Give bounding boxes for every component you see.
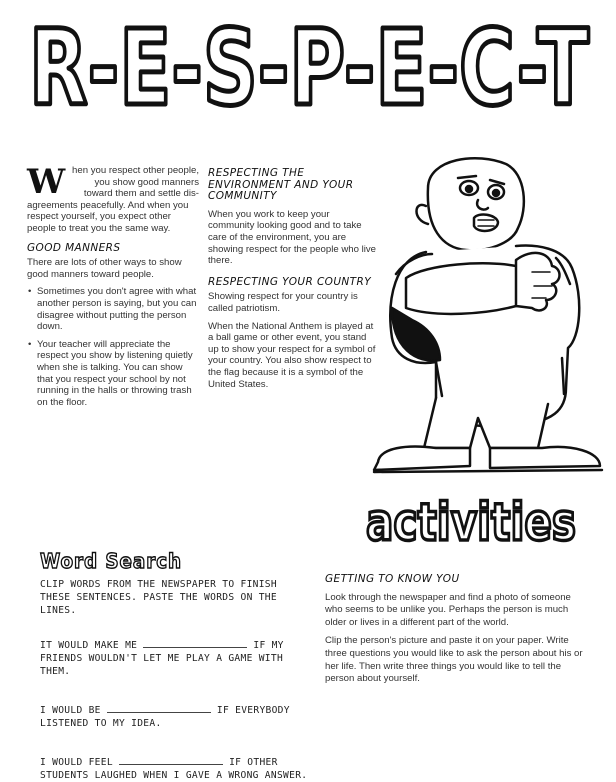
- country-text-2: When the National Anthem is played at a ball game or other event, you stand up to show your respect for a symbol of your country. You also show respect to the flag because it is a symbol of the United States.: [208, 320, 376, 390]
- intro-paragraph: [27, 162, 199, 235]
- word-search-title: Word Search: [40, 549, 182, 573]
- sentence-2: [40, 704, 310, 730]
- sentence-1-mid: IF MY: [253, 640, 284, 651]
- title-text: R-E-S-P-E-C-T: [29, 7, 590, 129]
- country-heading: RESPECTING YOUR COUNTRY: [208, 275, 372, 288]
- answer-line[interactable]: [119, 756, 223, 765]
- intro-tail: agreements peacefully. And when you respect yourself, you expect other people to treat you the same way.: [27, 199, 189, 234]
- getting-to-know-heading: GETTING TO KNOW YOU: [325, 573, 460, 585]
- left-column: [27, 162, 199, 414]
- title-letters: [29, 7, 589, 129]
- environment-heading: RESPECTING THE ENVIRONMENT AND YOUR COMMUNITY: [208, 167, 354, 203]
- sentence-1-end: FRIENDS WOULDN'T LET ME PLAY A GAME WITH THEM.: [40, 653, 284, 677]
- intro-line-2: you show good manners: [94, 176, 199, 188]
- page-title: [22, 7, 597, 129]
- word-search-section: [40, 578, 310, 782]
- good-manners-list: [27, 286, 199, 408]
- answer-line[interactable]: [143, 639, 247, 648]
- boy-illustration: [366, 148, 608, 482]
- list-item: • Sometimes you don't agree with what another person is saying, but you can disagree without putting the person down.: [37, 286, 199, 332]
- sentence-2-start: I WOULD BE: [40, 705, 101, 716]
- sentence-3-mid: IF OTHER: [229, 757, 278, 768]
- title-graphic: [22, 7, 597, 129]
- intro-line-1: hen you respect other people,: [72, 165, 199, 176]
- intro-line-3: toward them and settle dis-: [83, 188, 199, 200]
- country-text-1: Showing respect for your country is called patriotism.: [208, 291, 358, 314]
- sentence-2-mid: IF EVERYBODY: [216, 705, 290, 716]
- getting-to-know-section: [325, 573, 587, 692]
- sentence-3: [40, 756, 310, 782]
- activities-banner: [362, 490, 580, 554]
- sentence-3-end: STUDENTS LAUGHED WHEN I GAVE A WRONG ANSWER.: [40, 770, 308, 781]
- answer-line[interactable]: [107, 704, 211, 713]
- list-item: • Your teacher will appreciate the respect you show by listening quietly when she is talking. You can show that you respect your school by not running in the halls or throwing trash on the floor.: [37, 339, 199, 409]
- good-manners-heading: GOOD MANNERS: [27, 241, 121, 254]
- activities-label: activities: [366, 493, 576, 553]
- environment-text: When you work to keep your community looking good and to take care of the environment, you are showing respect for the people who live there.: [208, 208, 376, 267]
- getting-to-know-text-1: Look through the newspaper and find a photo of someone who seems to be unlike you. Perhaps the person is much older or lives in a different part of the world.: [325, 591, 571, 628]
- word-search-instructions: CLIP WORDS FROM THE NEWSPAPER TO FINISH THESE SENTENCES. PASTE THE WORDS ON THE LINES.: [40, 579, 277, 616]
- good-manners-lead: There are lots of other ways to show good manners toward people.: [27, 257, 182, 280]
- word-search-heading: [40, 548, 190, 574]
- drop-cap: W: [27, 162, 66, 202]
- getting-to-know-text-2: Clip the person's picture and paste it on your paper. Write three questions you would like to ask the person about his or her life. Then write three things you would like to tell the person about yourself.: [325, 635, 583, 685]
- sentence-3-start: I WOULD FEEL: [40, 757, 113, 768]
- sentence-2-end: LISTENED TO MY IDEA.: [40, 718, 162, 729]
- middle-column: [208, 168, 378, 396]
- sentence-1: [40, 639, 310, 678]
- sentence-1-start: IT WOULD MAKE ME: [40, 640, 138, 651]
